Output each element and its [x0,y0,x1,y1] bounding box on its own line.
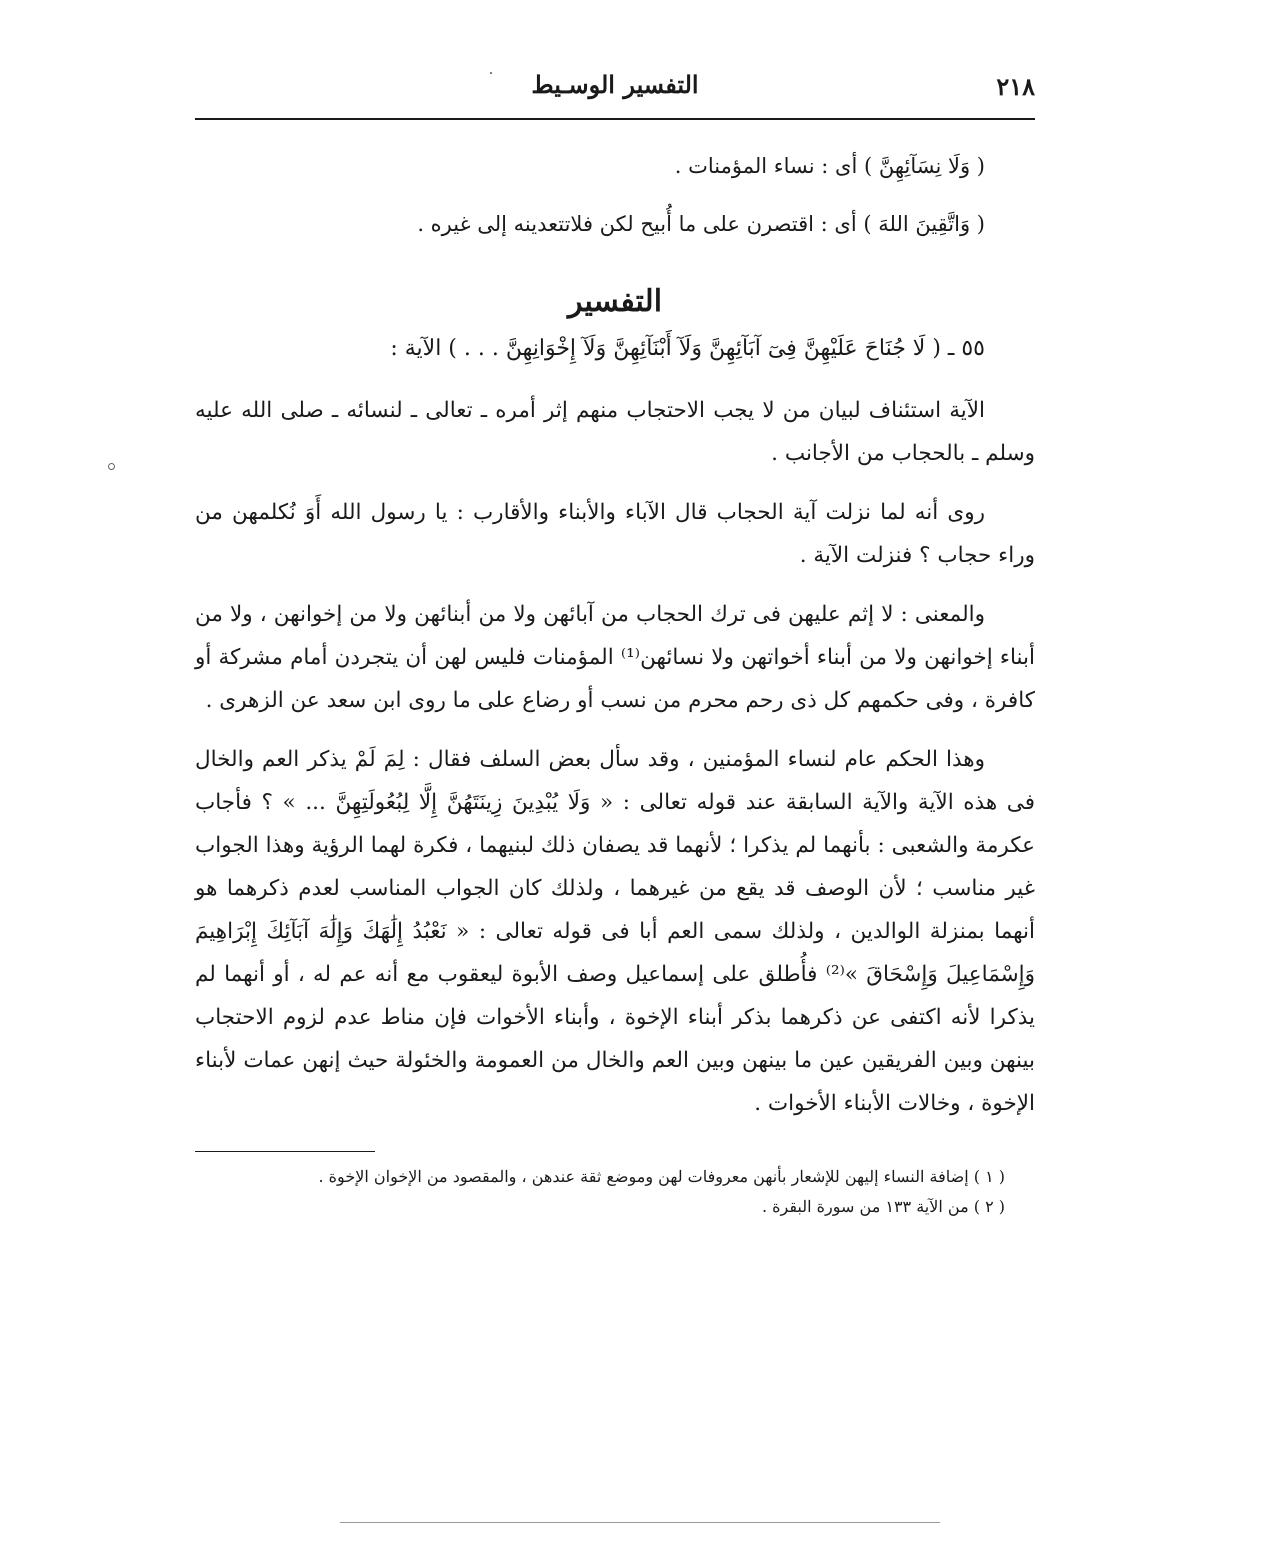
scan-speck [490,72,492,74]
body-paragraph: وهذا الحكم عام لنساء المؤمنين ، وقد سأل بعض السلف فقال : لِمَ لَمْ يذكر العم والخال فى هذه الآية والآية السابقة عند قوله تعالى : « وَلَا يُبْدِينَ زِينَتَهُنَّ إِلَّا لِبُعُولَتِهِنَّ ... » ؟ فأجاب عكرمة والشعبى : بأنهما لم يذكرا ؛ لأنهما قد يصفان ذلك لبنيهما ، فكرة لهما الرؤية وهذا الجواب غير مناسب ؛ لأن الوصف قد يقع من غيرهما ، ولذلك كان الجواب المناسب لعدم ذكرهما هو أنهما بمنزلة الوالدين ، ولذلك سمى العم أبا فى قوله تعالى : « نَعْبُدُ إِلَٰهَكَ وَإِلَٰهَ آبَآئِكَ إِبْرَاهِيمَ وَإِسْمَاعِيلَ وَإِسْحَاقَ »⁽²⁾ فأُطلق على إسماعيل وصف الأبوة ليعقوب مع أنه عم له ، أو أنهما لم يذكرا لأنه اكتفى عن ذكرهما بذكر أبناء الإخوة ، وأبناء الأخوات فإن مناط عدم لزوم الاحتجاب بينهن وبين الفريقين عين ما بينهن وبين العم والخال من العمومة والخئولة حيث إنهن عمات لأبناء الإخوة ، وخالات الأبناء الأخوات . [195,747,1035,1116]
footnote: ( ١ ) إضافة النساء إليهن للإشعار بأنهن معروفات لهن وموضع ثقة عندهن ، والمقصود من الإخوان الإخوة . [318,1167,1005,1186]
body-paragraph: الآية استئناف لبيان من لا يجب الاحتجاب منهم إثر أمره ـ تعالى ـ لنسائه ـ صلى الله عليه وسلم ـ بالحجاب من الأجانب . [195,398,1035,466]
body-paragraph: والمعنى : لا إثم عليهن فى ترك الحجاب من آبائهن ولا من أبنائهن ولا من إخوانهن ، ولا من أبناء إخوانهن ولا من أبناء أخواتهن ولا نسائهن⁽¹⁾ المؤمنات فليس لهن أن يتجردن أمام مشركة أو كافرة ، وفى حكمهم كل ذى رحم محرم من نسب أو رضاع على ما روى ابن سعد عن الزهرى . [195,602,1035,713]
scan-edge-line [340,1522,940,1523]
scan-speck [108,463,115,470]
section-title: التفسير [567,284,663,319]
body-paragraph: روى أنه لما نزلت آية الحجاب قال الآباء والأبناء والأقارب : يا رسول الله أَوَ نُكلمهن من وراء حجاب ؟ فنزلت الآية . [195,500,1035,568]
page-header [195,60,1035,120]
verse-heading: ٥٥ ـ ( لَا جُنَاحَ عَلَيْهِنَّ فِىٓ آبَآئِهِنَّ وَلَآ أَبْنَآئِهِنَّ وَلَآ إِخْوَانِهِنَّ . . . ) الآية : [390,336,985,361]
gloss-line: ( وَاتَّقِينَ اللهَ ) أى : اقتصرن على ما أُبيح لكن فلاتتعدينه إلى غيره . [417,212,985,236]
footnotes [195,1162,1035,1222]
footnote: ( ٢ ) من الآية ١٣٣ من سورة البقرة . [761,1197,1005,1216]
running-title: التفسير الوسـيط [531,70,699,99]
page-number: ٢١٨ [996,72,1035,101]
footnote-rule [195,1151,375,1152]
footnote-separator [195,1125,1035,1162]
book-page [195,60,1035,1222]
gloss-line: ( وَلَا نِسَآئِهِنَّ ) أى : نساء المؤمنات . [674,154,985,178]
